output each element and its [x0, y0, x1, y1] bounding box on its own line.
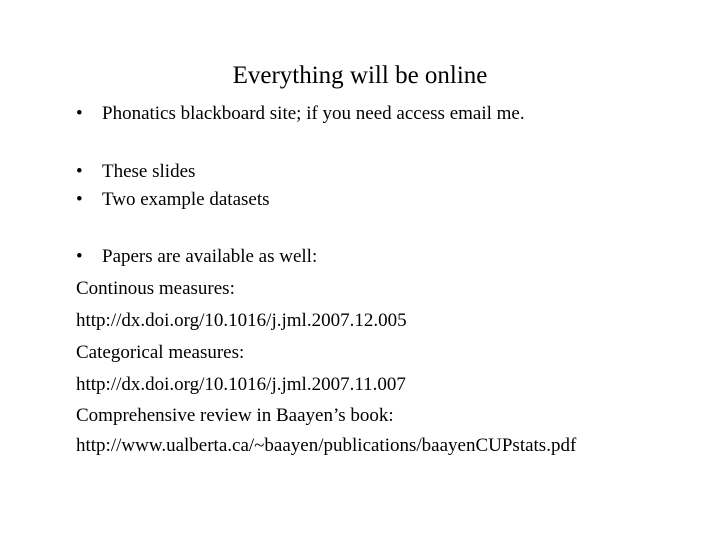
bullet-these-slides: These slides	[102, 161, 196, 182]
categorical-measures-link: http://dx.doi.org/10.1016/j.jml.2007.11.007	[76, 374, 406, 395]
bullet-blackboard-site: Phonatics blackboard site; if you need access email me.	[102, 103, 525, 124]
bullet-marker: •	[76, 161, 83, 182]
bullet-example-datasets: Two example datasets	[102, 189, 270, 210]
continuous-measures-label: Continous measures:	[76, 278, 235, 299]
continuous-measures-link: http://dx.doi.org/10.1016/j.jml.2007.12.005	[76, 310, 407, 331]
bullet-marker: •	[76, 189, 83, 210]
bullet-marker: •	[76, 246, 83, 267]
slide-title: Everything will be online	[232, 62, 488, 89]
categorical-measures-label: Categorical measures:	[76, 342, 245, 363]
review-link: http://www.ualberta.ca/~baayen/publications/baayenCUPstats.pdf	[76, 435, 577, 456]
review-label: Comprehensive review in Baayen’s book:	[76, 405, 394, 426]
bullet-papers-available: Papers are available as well:	[102, 246, 318, 267]
bullet-marker: •	[76, 103, 83, 124]
